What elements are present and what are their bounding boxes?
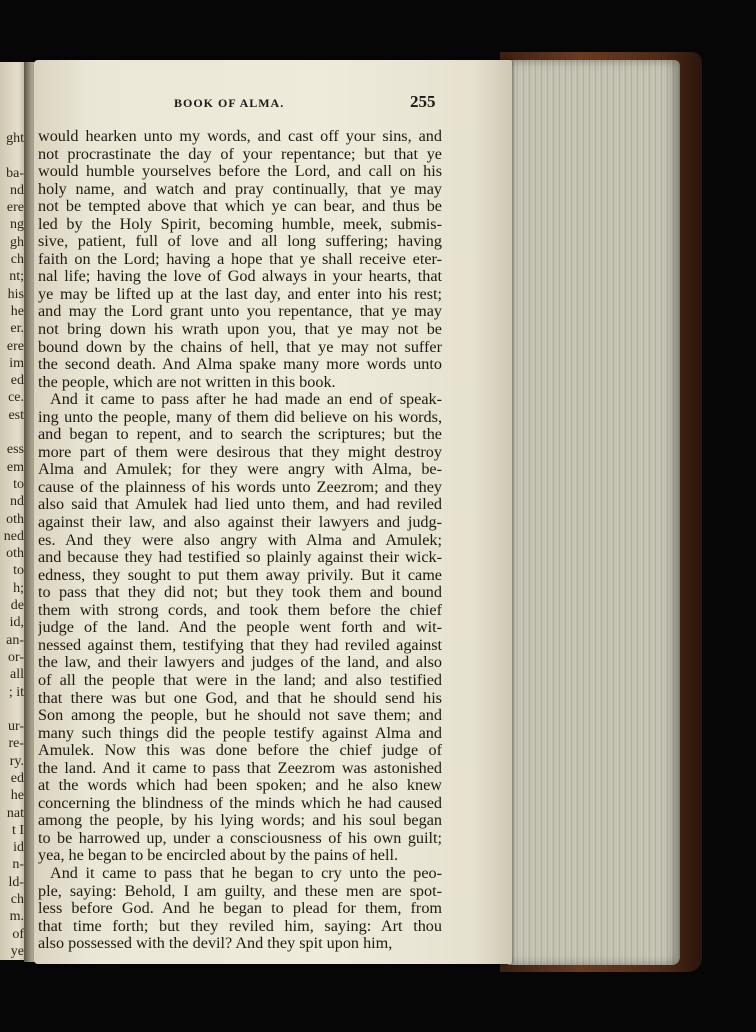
text-line: that time forth; but they reviled him, saying: Art thou [38, 917, 442, 935]
left-page-fragment: n- [12, 857, 24, 873]
left-page-fragment: h; [13, 580, 24, 596]
left-page-fragment: em [6, 459, 24, 475]
text-line: bound down by the chains of hell, that ye may not suffer [38, 338, 442, 356]
left-page-fragment: ld- [8, 874, 24, 890]
left-page-fragment: he [10, 788, 24, 804]
text-line: concerning the blindness of the minds which he had caused [38, 794, 442, 812]
text-line: ye may be lifted up at the last day, and enter into his rest; [38, 285, 442, 303]
text-line: Amulek. Now this was done before the chief judge of [38, 742, 442, 760]
text-line: against their law, and also against their lawyers and judg- [38, 514, 442, 532]
left-page-fragment: he [10, 303, 24, 319]
left-page-fragment: oth [6, 546, 24, 562]
left-page-fragment: ere [6, 200, 24, 216]
text-line: and began to repent, and to search the scriptures; but the [38, 426, 442, 444]
text-line: faith on the Lord; having a hope that ye shall receive eter- [38, 250, 442, 268]
left-page-fragment [0, 424, 24, 441]
text-line: and because they had testified so plainly against their wick- [38, 549, 442, 567]
text-line: the second death. And Alma spake many more words unto [38, 356, 442, 374]
text-line: the people, which are not written in this book. [38, 373, 336, 391]
left-page-fragment: or- [7, 649, 24, 665]
text-line: and may the Lord grant unto you repentance, that ye may [38, 303, 442, 321]
text-line: judge of the land. And the people went forth and wit- [38, 619, 442, 637]
text-line: also possessed with the devil? And they spit upon him, [38, 935, 393, 953]
text-line: to be harrowed up, under a consciousness of his own guilt; [38, 829, 442, 847]
left-page-fragment: er. [10, 321, 24, 337]
page-edges [508, 60, 680, 965]
left-page-fragment: ere [6, 338, 24, 354]
left-page-fragment: his [7, 286, 24, 302]
left-page-fragment: ce. [8, 390, 24, 406]
left-page-fragment: ess [6, 442, 24, 458]
left-page-fragment: ; it [8, 684, 24, 700]
left-page-fragment: nt; [9, 269, 24, 285]
left-page-text-fragments [0, 62, 24, 960]
running-head: BOOK OF ALMA. [174, 96, 285, 110]
left-page-fragment: oth [6, 511, 24, 527]
text-line: yea, he began to be encircled about by the pains of hell. [38, 847, 399, 865]
left-page-fragment: id, [9, 615, 24, 631]
text-line: ing unto the people, many of them did believe on his words, [38, 408, 442, 426]
text-line: that there was but one God, and that he should send his [38, 689, 442, 707]
text-line: them with strong cords, and took them before the chief [38, 601, 442, 619]
left-page-fragment: re- [8, 736, 24, 752]
left-page-fragment: nd [10, 182, 24, 198]
text-line: es. And they were also angry with Alma and Amulek; [38, 531, 442, 549]
text-line: Alma and Amulek; for they were angry with Alma, be- [38, 461, 442, 479]
text-line: more part of them were desirous that they might destroy [38, 443, 442, 461]
right-page [34, 60, 512, 964]
left-facing-page [0, 62, 26, 960]
left-page-fragment: to [13, 563, 24, 579]
left-page-fragment: ch [10, 892, 24, 908]
text-line: to pass that they did not; but they took them and bound [38, 584, 442, 602]
text-line: at the words which had been spoken; and he also knew [38, 777, 442, 795]
left-page-fragment: an- [6, 632, 24, 648]
text-line: also said that Amulek had lied unto them, and had reviled [38, 496, 442, 514]
text-line: Son among the people, but he should not save them; and [38, 707, 442, 725]
left-page-fragment: all [10, 667, 24, 683]
left-page-fragment: ned [3, 528, 24, 544]
text-line: would humble yourselves before the Lord, and call on his [38, 163, 442, 181]
left-page-fragment [0, 147, 24, 164]
text-line: edness, they sought to put them away privily. But it came [38, 566, 442, 584]
left-page-fragment: ed [10, 373, 24, 389]
text-line: ple, saying: Behold, I am guilty, and these men are spot- [38, 882, 442, 900]
text-line: not procrastinate the day of your repentance; but that ye [38, 145, 442, 163]
left-page-fragment: de [10, 598, 24, 614]
page-header [34, 90, 512, 114]
text-line: And it came to pass that he began to cry unto the peo- [50, 864, 442, 882]
left-page-fragment: est [8, 407, 24, 423]
left-page-fragment: to [13, 476, 24, 492]
left-page-fragment: gh [10, 234, 24, 250]
text-line: would hearken unto my words, and cast off your sins, and [38, 128, 442, 145]
left-page-fragment: ba- [6, 165, 24, 181]
left-page-fragment: ye [10, 943, 24, 959]
left-page-fragment: m. [9, 909, 24, 925]
left-page-fragment: ed [10, 770, 24, 786]
left-page-fragment: ur- [7, 719, 24, 735]
left-page-fragment: nd [10, 494, 24, 510]
text-line: cause of the plainness of his words unto Zeezrom; and they [38, 478, 442, 496]
left-page-fragment: ght [6, 131, 24, 146]
left-page-fragment [0, 701, 24, 718]
text-line: less before God. And he began to plead for them, from [38, 900, 442, 918]
left-page-fragment: t I [11, 822, 24, 838]
text-line: And it came to pass after he had made an end of speak- [50, 391, 442, 409]
text-line: nal life; having the love of God always in your hearts, that [38, 268, 442, 286]
left-page-fragment: ry. [9, 753, 24, 769]
text-line: of all the people that were in the land; and also testified [38, 671, 442, 689]
left-page-fragment: id [13, 840, 24, 856]
left-page-fragment: im [9, 355, 24, 371]
page-number: 255 [410, 92, 436, 111]
text-line: led by the Holy Spirit, becoming humble, meek, submis- [38, 215, 442, 233]
text-line: sive, patient, full of love and all long suffering; having [38, 233, 442, 251]
left-page-fragment: nat [6, 805, 24, 821]
text-line: not bring down his wrath upon you, that ye may not be [38, 321, 442, 339]
text-line: many such things did the people testify against Alma and [38, 724, 442, 742]
text-line: holy name, and watch and pray continually, that ye may [38, 180, 442, 198]
left-page-fragment: ng [10, 217, 24, 233]
page-body-text [38, 128, 442, 953]
text-line: the land. And it came to pass that Zeezrom was astonished [38, 759, 442, 777]
text-line: nessed against them, testifying that they had reviled against [38, 636, 442, 654]
left-page-fragment: of [12, 926, 24, 942]
text-line: the law, and their lawyers and judges of the land, and also [38, 654, 442, 672]
text-line: among the people, by his lying words; and his soul began [38, 812, 442, 830]
text-line: not be tempted above that which ye can bear, and thus be [38, 198, 442, 216]
left-page-fragment: ch [10, 252, 24, 268]
